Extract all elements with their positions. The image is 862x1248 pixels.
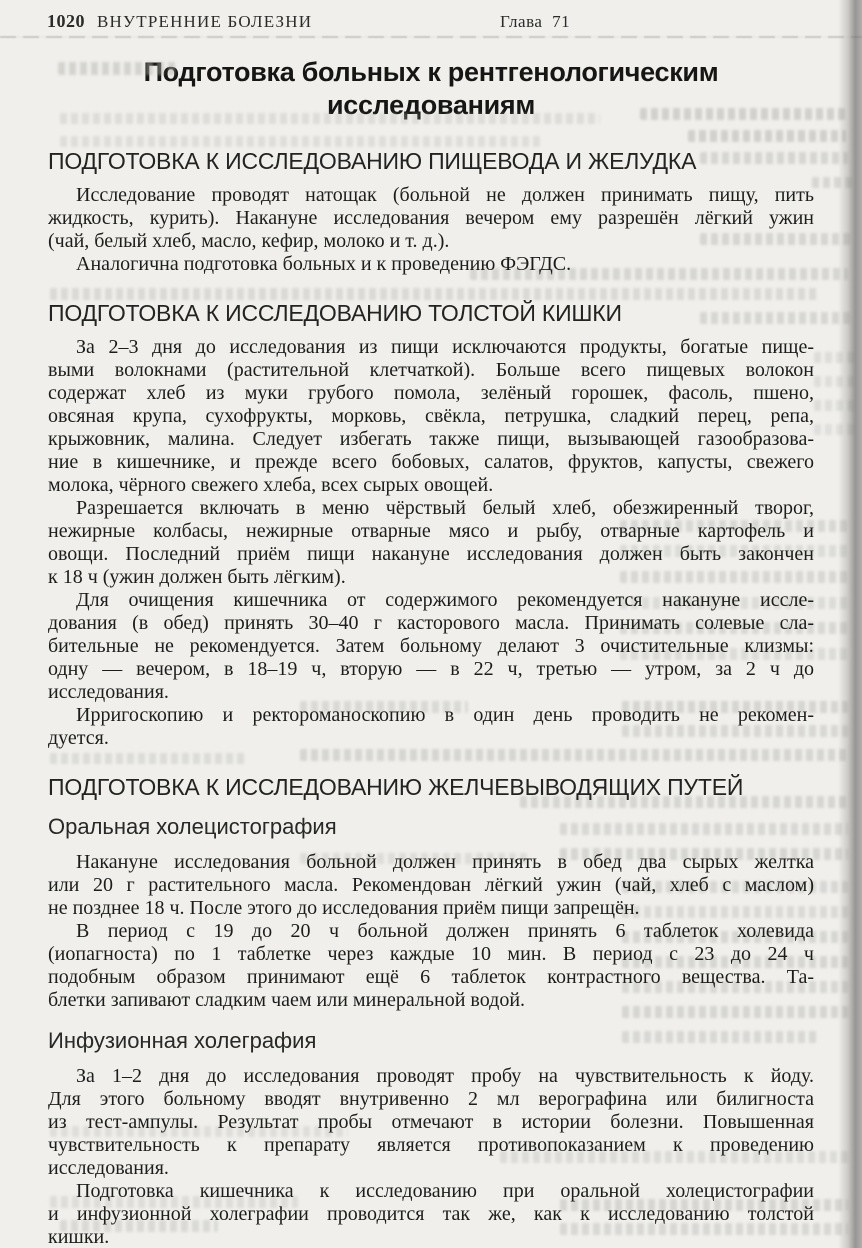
section-heading: ПОДГОТОВКА К ИССЛЕДОВАНИЮ ПИЩЕВОДА И ЖЕЛУДКА <box>48 148 697 174</box>
paragraph-line: к 18 ч (ужин должен быть лёгким). <box>48 566 346 588</box>
paragraph-line: нежирные колбасы, нежирные отварные мясо и рыбу, отварные картофель и <box>48 520 814 542</box>
paragraph-line: Аналогична подготовка больных и к проведению ФЭГДС. <box>76 253 572 275</box>
chapter-label: Глава 71 <box>500 12 571 31</box>
paragraph <box>48 336 814 497</box>
paragraph-line: крыжовник, малина. Следует избегать также пищи, вызывающей газообразова- <box>48 428 814 450</box>
paragraph-line: исследования. <box>48 1157 169 1179</box>
paragraph-line: не позднее 18 ч. После этого до исследования приём пищи запрещён. <box>48 897 640 919</box>
paragraph-line: овощи. Последний приём пищи накануне исследования должен быть закончен <box>48 543 814 565</box>
paragraph-line: исследования. <box>48 681 169 703</box>
paragraph-line: чувствительность к препарату является противопоказанием к проведению <box>48 1134 814 1156</box>
paragraph <box>48 1180 814 1248</box>
subsection-heading: Оральная холецистография <box>48 814 337 839</box>
paragraph-line: одну — вечером, в 18–19 ч, вторую — в 22 ч, третью — утром, за 2 ч до <box>48 658 814 680</box>
paragraph-line: подобным образом принимают ещё 6 таблеток контрастного вещества. Та- <box>48 966 814 988</box>
paragraph-line: Для очищения кишечника от содержимого рекомендуется накануне иссле- <box>76 589 814 611</box>
paragraph-line: или 20 г растительного масла. Рекомендован лёгкий ужин (чай, хлеб с маслом) <box>48 874 814 896</box>
page-title-line2: исследованиям <box>326 90 536 120</box>
paragraph-line: Для этого больному вводят внутривенно 2 мл верографина или билигноста <box>48 1088 814 1110</box>
paragraph-line: овсяная крупа, сухофрукты, морковь, свёкла, петрушка, сладкий перец, репа, <box>48 405 814 427</box>
paragraph-line: Подготовка кишечника к исследованию при оральной холецистографии <box>76 1180 814 1202</box>
page-title <box>48 56 814 122</box>
paragraph <box>48 184 814 253</box>
paragraph <box>48 497 814 589</box>
page-edge-shadow <box>838 0 862 1248</box>
page-content <box>48 148 814 1248</box>
page-title-line1: Подготовка больных к рентгенологическим <box>143 57 719 87</box>
paragraph-line: ние в кишечнике, и прежде всего бобовых, салатов, фруктов, капусты, свежего <box>48 451 814 473</box>
paragraph-line: молока, чёрного свежего хлеба, всех сырых овощей. <box>48 474 494 496</box>
bleedthrough-artifact <box>60 136 540 147</box>
paragraph <box>48 851 814 920</box>
bleedthrough-artifact <box>688 130 846 142</box>
paragraph <box>48 704 814 750</box>
paragraph-line: бительные не рекомендуется. Затем больному делают 3 очистительные клизмы: <box>48 635 814 657</box>
paragraph-line: выми волокнами (растительной клетчаткой). Больше всего пищевых волокон <box>48 359 814 381</box>
paragraph-line: В период с 19 до 20 ч больной должен принять 6 таблеток холевида <box>76 920 814 942</box>
running-head <box>0 11 862 35</box>
paragraph-line: дуется. <box>48 727 109 749</box>
paragraph-line: блетки запивают сладким чаем или минеральной водой. <box>48 989 526 1011</box>
paragraph-line: (чай, белый хлеб, масло, кефир, молоко и т. д.). <box>48 230 450 252</box>
paragraph-line: За 1–2 дня до исследования проводят пробу на чувствительность к йоду. <box>76 1065 814 1087</box>
paragraph-line: кишки. <box>48 1226 110 1248</box>
paragraph-line: и инфузионной холеграфии проводится так же, как к исследованию толстой <box>48 1203 814 1225</box>
paragraph-line: Разрешается включать в меню чёрствый белый хлеб, обезжиренный творог, <box>76 497 814 519</box>
paragraph <box>48 920 814 1012</box>
paragraph-line: дования (в обед) принять 30–40 г касторового масла. Принимать солевые сла- <box>48 612 814 634</box>
page-number: 1020 <box>47 11 85 31</box>
paragraph-line: жидкость, курить). Накануне исследования вечером ему разрешён лёгкий ужин <box>48 207 814 229</box>
paragraph-line: из тест-ампулы. Результат пробы отмечают в истории болезни. Повышенная <box>48 1111 814 1133</box>
paragraph <box>48 253 814 276</box>
book-title: ВНУТРЕННИЕ БОЛЕЗНИ <box>97 12 313 31</box>
paragraph-line: (иопагноста) по 1 таблетке через каждые 10 мин. В период с 23 до 24 ч <box>48 943 814 965</box>
section-heading: ПОДГОТОВКА К ИССЛЕДОВАНИЮ ЖЕЛЧЕВЫВОДЯЩИХ ПУТЕЙ <box>48 774 744 800</box>
paragraph-line: Исследование проводят натощак (больной не должен принимать пищу, пить <box>76 184 814 206</box>
paragraph-line: содержат хлеб из муки грубого помола, зелёный горошек, фасоль, пшено, <box>48 382 814 404</box>
subsection-heading: Инфузионная холеграфия <box>48 1028 317 1053</box>
header-rule <box>0 36 862 38</box>
paragraph <box>48 589 814 704</box>
paragraph-line: Накануне исследования больной должен принять в обед два сырых желтка <box>76 851 814 873</box>
section-heading: ПОДГОТОВКА К ИССЛЕДОВАНИЮ ТОЛСТОЙ КИШКИ <box>48 300 622 326</box>
paragraph-line: За 2–3 дня до исследования из пищи исключаются продукты, богатые пище- <box>76 336 814 358</box>
paragraph <box>48 1065 814 1180</box>
paragraph-line: Ирригоскопию и ректороманоскопию в один день проводить не рекомен- <box>76 704 814 726</box>
